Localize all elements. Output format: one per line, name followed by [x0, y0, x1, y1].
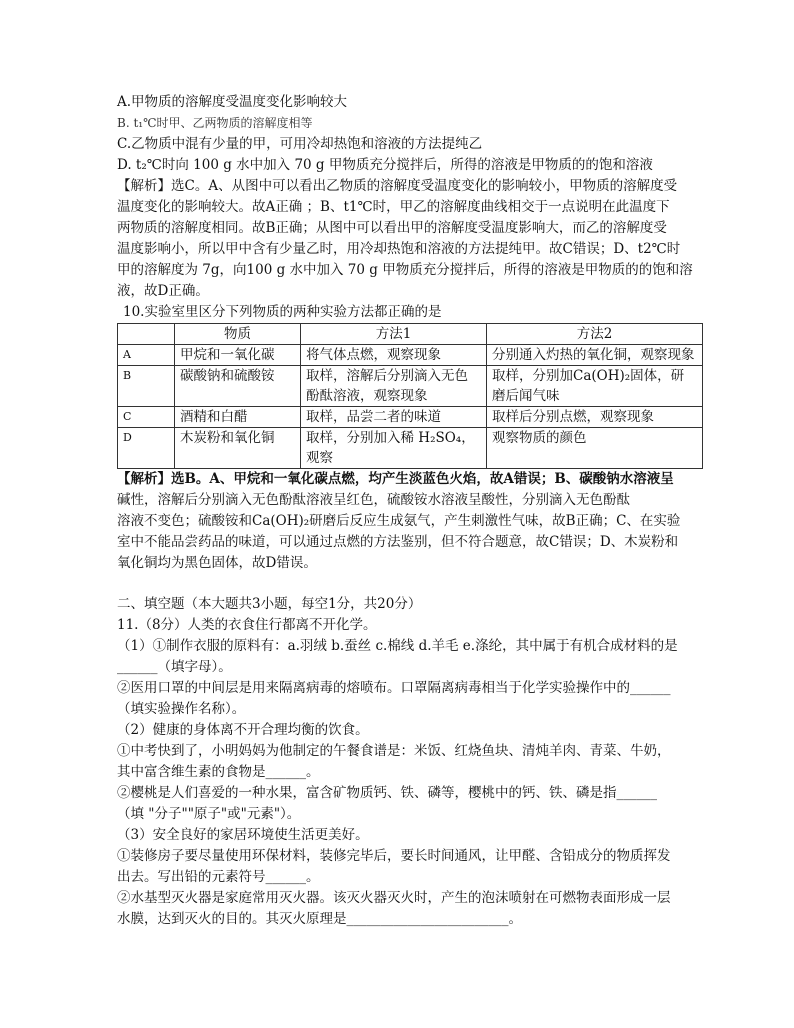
section-heading: 二、填空题（本大题共3小题，每空1分，共20分）: [117, 596, 422, 612]
table-row: [118, 366, 703, 407]
option-c: C.乙物质中混有少量的甲，可用冷却热饱和溶液的方法提纯乙: [117, 136, 483, 152]
method2-cell: 取样，分别加Ca(OH)₂固体，研磨后闻气味: [487, 366, 703, 407]
analysis-9-line: 【解析】选C。A、从图中可以看出乙物质的溶解度受温度变化的影响较小，甲物质的溶解度受: [117, 178, 678, 194]
row-label: A: [118, 345, 175, 366]
substance-cell: 碳酸钠和硫酸铵: [175, 366, 301, 407]
header-cell: 方法1: [301, 324, 487, 345]
q11-line: （1）①制作衣服的原料有：a.羽绒 b.蚕丝 c.棉线 d.羊毛 e.涤纶，其中属于有机合成材料的是: [117, 638, 678, 654]
substance-cell: 木炭粉和氧化铜: [175, 428, 301, 469]
analysis-10-line: 室中不能品尝药品的味道，可以通过点燃的方法鉴别，但不符合题意，故C错误；D、木炭粉和: [117, 534, 679, 550]
substance-cell: 酒精和白醋: [175, 407, 301, 428]
q11-line: ______（填字母）。: [117, 659, 232, 675]
analysis-10-line: 【解析】选B。A、甲烷和一氧化碳点燃，均产生淡蓝色火焰，故A错误；B、碳酸钠水溶液呈: [117, 471, 674, 487]
method2-cell: 分别通入灼热的氧化铜，观察现象: [487, 345, 703, 366]
analysis-9-line: 温度影响小，所以甲中含有少量乙时，用冷却热饱和溶液的方法提纯甲。故C错误；D、t2℃时: [117, 241, 681, 257]
row-label: B: [118, 366, 175, 407]
q11-line: ②樱桃是人们喜爱的一种水果，富含矿物质钙、铁、磷等，樱桃中的钙、铁、磷是指______: [117, 785, 657, 801]
analysis-9-line: 液，故D正确。: [117, 283, 209, 299]
analysis-9-line: 两物质的溶解度相同。故B正确；从图中可以看出甲的溶解度受温度影响大，而乙的溶解度受: [117, 220, 667, 236]
question-10: 10.实验室里区分下列物质的两种实验方法都正确的是: [123, 304, 442, 320]
row-label: D: [118, 428, 175, 469]
method1-cell: 取样，品尝二者的味道: [301, 407, 487, 428]
method1-cell: 取样，分别加入稀 H₂SO₄，观察: [301, 428, 487, 469]
q11-line: 11.（8分）人类的衣食住行都离不开化学。: [117, 617, 377, 633]
q11-line: ②水基型灭火器是家庭常用灭火器。该灭火器灭火时，产生的泡沫喷射在可燃物表面形成一层: [117, 890, 671, 906]
option-d: D. t₂℃时向 100 g 水中加入 70 g 甲物质充分搅拌后，所得的溶液是甲物质的的饱和溶液: [117, 157, 653, 173]
analysis-10-line: 氧化铜均为黑色固体，故D错误。: [117, 555, 317, 571]
analysis-10-line: 碱性，溶解后分别滴入无色酚酞溶液呈红色，硫酸铵水溶液呈酸性，分别滴入无色酚酞: [117, 492, 630, 508]
table-row: [118, 407, 703, 428]
header-cell: 方法2: [487, 324, 703, 345]
q11-line: （3）安全良好的家居环境使生活更美好。: [117, 827, 369, 843]
row-label: C: [118, 407, 175, 428]
methods-table: [117, 323, 703, 469]
q11-line: ②医用口罩的中间层是用来隔离病毒的熔喷布。口罩隔离病毒相当于化学实验操作中的______: [117, 680, 671, 696]
table-row: [118, 345, 703, 366]
analysis-10-line: 溶液不变色；硫酸铵和Ca(OH)₂研磨后反应生成氨气，产生刺激性气味，故B正确；C、在实验: [117, 513, 681, 529]
q11-line: 其中富含维生素的食物是______。: [117, 764, 320, 780]
method1-cell: 取样，溶解后分别滴入无色酚酞溶液，观察现象: [301, 366, 487, 407]
substance-cell: 甲烷和一氧化碳: [175, 345, 301, 366]
q11-line: 出去。写出铅的元素符号______。: [117, 869, 320, 885]
method2-cell: 观察物质的颜色: [487, 428, 703, 469]
option-b: B. t₁℃时甲、乙两物质的溶解度相等: [117, 116, 313, 130]
table-row: [118, 428, 703, 469]
method2-cell: 取样后分别点燃，观察现象: [487, 407, 703, 428]
method1-cell: 将气体点燃，观察现象: [301, 345, 487, 366]
q11-line: （2）健康的身体离不开合理均衡的饮食。: [117, 722, 369, 738]
q11-line: （填实验操作名称）。: [117, 701, 246, 717]
document-page: [117, 92, 695, 930]
option-a: A.甲物质的溶解度受温度变化影响较大: [117, 94, 348, 110]
analysis-9-line: 甲的溶解度为 7g，向100 g 水中加入 70 g 甲物质充分搅拌后，所得的溶液是甲物质的的饱和溶: [117, 262, 693, 278]
table-header-row: [118, 324, 703, 345]
spacer: [117, 574, 687, 594]
q11-line: ①中考快到了，小明妈妈为他制定的午餐食谱是：米饭、红烧鱼块、清炖羊肉、青菜、牛奶，: [117, 743, 671, 759]
q11-line: （填 "分子""原子"或"元素"）。: [117, 806, 301, 822]
q11-line: ①装修房子要尽量使用环保材料，装修完毕后，要长时间通风，让甲醛、含铅成分的物质挥发: [117, 848, 671, 864]
q11-line: 水膜，达到灭火的目的。其灭火原理是________________________。: [117, 911, 522, 927]
header-cell: [118, 324, 175, 345]
header-cell: 物质: [175, 324, 301, 345]
analysis-9-line: 温度变化的影响较大。故A正确 ；B、t1℃时，甲乙的溶解度曲线相交于一点说明在此温度下: [117, 199, 670, 215]
